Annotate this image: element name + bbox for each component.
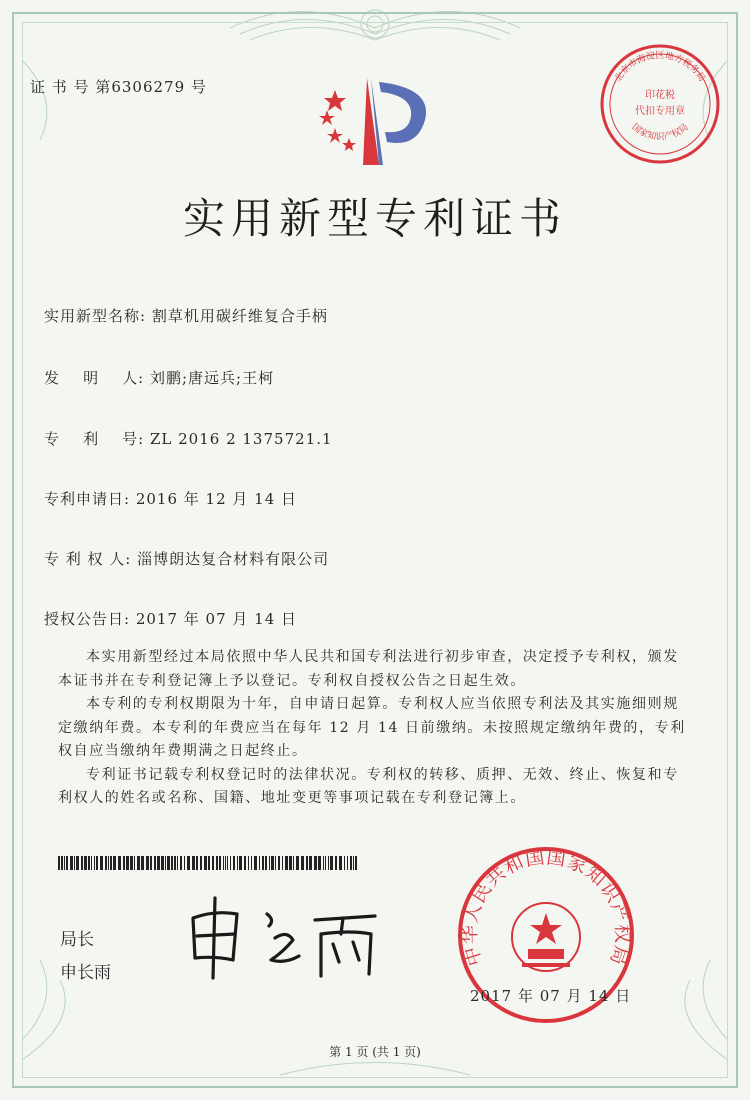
barcode-bar [123,856,125,870]
barcode-bar [81,856,83,870]
barcode-bar [100,856,103,870]
certificate-body [58,646,688,811]
barcode-bar [130,856,133,870]
barcode-bar [126,856,129,870]
barcode-bar [174,856,176,870]
barcode-bar [248,856,249,870]
barcode-bar [66,856,68,870]
barcode-bar [225,856,226,870]
barcode-bar [293,856,294,870]
barcode-bar [184,856,185,870]
barcode-bar [216,856,218,870]
barcode-bar [289,856,292,870]
barcode-bar [113,856,116,870]
barcode-bar [251,856,252,870]
certificate-title: 实用新型专利证书 [182,194,567,243]
barcode-bar [265,856,267,870]
barcode-bar [335,856,337,870]
barcode-bar [187,856,190,870]
seal-big-text: 中华人民共和国国家知识产权局 [458,846,634,969]
barcode-bar [282,856,283,870]
field-utility-model-name: 实用新型名称: 割草机用碳纤维复合手柄 [44,307,328,325]
barcode-bar [269,856,270,870]
seal-bottom-text: 国家知识产权局 [629,122,691,143]
barcode-bar [171,856,173,870]
barcode-bar [330,856,333,870]
barcode-bar [344,856,345,870]
barcode-bar [301,856,304,870]
barcode-bar [96,856,98,870]
national-emblem-icon [512,903,580,971]
patent-office-logo [305,70,440,175]
barcode-bar [137,856,140,870]
field-patent-number: 专 利 号: ZL 2016 2 1375721.1 [44,430,333,448]
barcode-bar [219,856,221,870]
barcode-bar [296,856,299,870]
field-inventors: 发 明 人: 刘鹏;唐远兵;王柯 [44,369,275,387]
barcode-bar [271,856,274,870]
barcode-bar [196,856,198,870]
barcode-bar [230,856,231,870]
barcode-bar [134,856,135,870]
barcode-bar [108,856,109,870]
field-application-date: 专利申请日: 2016 年 12 月 14 日 [44,490,298,508]
barcode-bar [339,856,342,870]
barcode-bar [150,856,152,870]
page-footer: 第 1 页 (共 1 页) [329,1045,421,1059]
barcode-bar [118,856,121,870]
certificate-number: 证 书 号 第6306279 号 [30,78,207,96]
barcode-bar [146,856,149,870]
barcode-bar [227,856,228,870]
signatory-name: 申长雨 [60,963,111,983]
barcode-bar [88,856,90,870]
tax-stamp-seal [598,42,722,166]
barcode-bar [157,856,160,870]
barcode-bar [177,856,178,870]
barcode-bar [76,856,79,870]
body-paragraph: 专利证书记载专利权登记时的法律状况。专利权的转移、质押、无效、终止、恢复和专利权人的姓名或名称、国籍、地址变更等事项记载在专利登记簿上。 [58,766,679,806]
barcode-bar [154,856,156,870]
barcode-bar [353,856,354,870]
svg-text:北京市海淀区地方税务局 [612,49,708,84]
barcode-bar [192,856,195,870]
barcode-bar [244,856,246,870]
barcode-bar [254,856,257,870]
barcode-bar [70,856,73,870]
barcode-bar [84,856,87,870]
barcode-bar [239,856,242,870]
barcode-bar [309,856,312,870]
barcode-bar [278,856,280,870]
barcode [58,856,358,870]
barcode-bar [204,856,207,870]
svg-text:国家知识产权局 [629,122,690,143]
barcode-bar [237,856,238,870]
barcode-bar [200,856,202,870]
barcode-bar [167,856,170,870]
seal-inner-line1: 印花税 [645,90,675,101]
handwritten-signature [175,890,385,985]
field-grant-date: 授权公告日: 2017 年 07 月 14 日 [44,610,298,628]
seal-outer-text: 北京市海淀区地方税务局 [613,51,707,84]
barcode-bar [233,856,235,870]
barcode-bar [208,856,210,870]
barcode-bar [223,856,224,870]
barcode-bar [212,856,214,870]
barcode-bar [180,856,182,870]
barcode-bar [259,856,260,870]
barcode-bar [262,856,264,870]
barcode-bar [318,856,321,870]
signatory-title: 局长 [60,930,94,950]
barcode-bar [64,856,65,870]
barcode-bar [323,856,324,870]
barcode-bar [105,856,107,870]
barcode-bar [328,856,329,870]
field-patentee: 专 利 权 人: 淄博朗达复合材料有限公司 [44,550,330,568]
barcode-bar [74,856,75,870]
barcode-bar [91,856,92,870]
body-paragraph: 本专利的专利权期限为十年，自申请日起算。专利权人应当依照专利法及其实施细则规定缴纳年费。本专利的年费应当在每年 12 月 14 日前缴纳。未按照规定缴纳年费的，专利权自应当缴纳年费期满之日起终止。 [58,696,686,759]
barcode-bar [141,856,144,870]
barcode-bar [165,856,166,870]
barcode-bar [325,856,326,870]
barcode-bar [61,856,63,870]
body-paragraph: 本实用新型经过本局依照中华人民共和国专利法进行初步审查，决定授予专利权，颁发本证书并在专利登记簿上予以登记。专利权自授权公告之日起生效。 [58,649,679,689]
barcode-bar [94,856,95,870]
barcode-bar [285,856,288,870]
seal-inner-line2: 代扣专用章 [635,106,685,117]
barcode-bar [161,856,164,870]
barcode-bar [350,856,352,870]
barcode-bar [58,856,60,870]
barcode-bar [275,856,276,870]
barcode-bar [347,856,348,870]
barcode-bar [314,856,317,870]
issue-date: 2017 年 07 月 14 日 [470,987,632,1005]
barcode-bar [110,856,112,870]
barcode-bar [355,856,357,870]
barcode-bar [306,856,308,870]
